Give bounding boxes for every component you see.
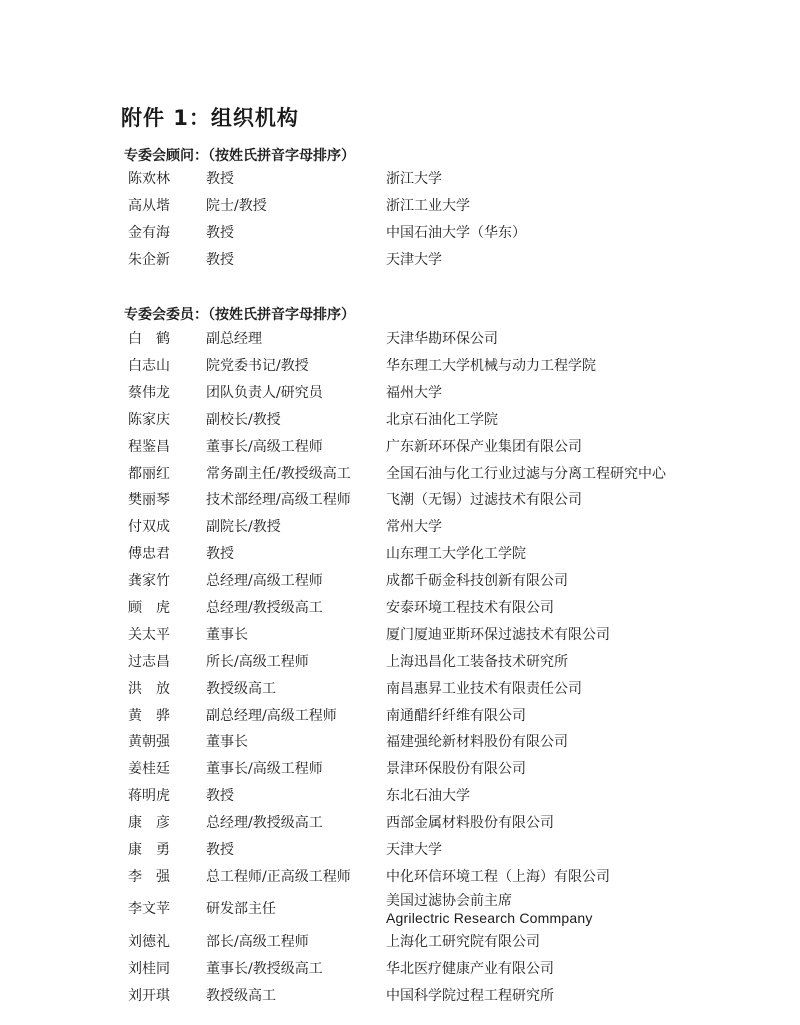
organization: 北京石油化工学院 xyxy=(386,411,498,428)
person-title: 技术部经理/高级工程师 xyxy=(206,492,351,509)
person-name: 康 勇 xyxy=(128,841,170,858)
organization: 全国石油与化工行业过滤与分离工程研究中心 xyxy=(386,465,666,482)
person-name: 樊丽琴 xyxy=(128,492,170,509)
person-title: 副总经理 xyxy=(206,331,262,348)
list-row xyxy=(128,407,728,434)
list-row xyxy=(128,929,728,956)
person-name: 李文苹 xyxy=(128,901,170,918)
person-title: 副院长/教授 xyxy=(206,519,281,536)
person-title: 教授 xyxy=(206,171,234,188)
organization: 东北石油大学 xyxy=(386,788,470,805)
person-name: 刘德礼 xyxy=(128,933,170,950)
list-row xyxy=(128,810,728,837)
person-name: 傅忠君 xyxy=(128,546,170,563)
person-title: 董事长/高级工程师 xyxy=(206,761,323,778)
person-name: 洪 放 xyxy=(128,680,170,697)
person-title: 总经理/教授级高工 xyxy=(206,815,323,832)
person-name: 陈家庆 xyxy=(128,411,170,428)
organization: 飞潮（无锡）过滤技术有限公司 xyxy=(386,492,582,509)
person-name: 黄 骅 xyxy=(128,707,170,724)
list-row xyxy=(128,864,728,891)
organization: 天津大学 xyxy=(386,251,442,268)
organization: 常州大学 xyxy=(386,519,442,536)
person-name: 付双成 xyxy=(128,519,170,536)
organization: 景津环保股份有限公司 xyxy=(386,761,526,778)
person-name: 程鉴昌 xyxy=(128,438,170,455)
list-row xyxy=(128,326,728,353)
organization: 浙江工业大学 xyxy=(386,197,470,214)
person-title: 副总经理/高级工程师 xyxy=(206,707,337,724)
list-row xyxy=(128,247,728,274)
person-title: 总经理/教授级高工 xyxy=(206,599,323,616)
person-title: 院士/教授 xyxy=(206,197,267,214)
list-row xyxy=(128,837,728,864)
person-title: 副校长/教授 xyxy=(206,411,281,428)
organization: 厦门厦迪亚斯环保过滤技术有限公司 xyxy=(386,626,610,643)
organization: 安泰环境工程技术有限公司 xyxy=(386,599,554,616)
list-row xyxy=(128,982,728,1009)
person-title: 常务副主任/教授级高工 xyxy=(206,465,351,482)
organization: 中国科学院过程工程研究所 xyxy=(386,987,554,1004)
person-name: 关太平 xyxy=(128,626,170,643)
list-row xyxy=(128,783,728,810)
list-row xyxy=(128,891,728,929)
list-row xyxy=(128,166,728,193)
person-name: 李 强 xyxy=(128,868,170,885)
organization: 南昌惠昇工业技术有限责任公司 xyxy=(386,680,582,697)
person-title: 董事长/高级工程师 xyxy=(206,438,323,455)
organization: 华北医疗健康产业有限公司 xyxy=(386,960,554,977)
person-title: 教授级高工 xyxy=(206,987,276,1004)
members-heading: 专委会委员：（按姓氏拼音字母排序） xyxy=(124,307,355,323)
person-title: 教授 xyxy=(206,841,234,858)
person-title: 董事长 xyxy=(206,734,248,751)
list-row xyxy=(128,595,728,622)
list-row xyxy=(128,434,728,461)
person-title: 研发部主任 xyxy=(206,901,276,918)
list-row xyxy=(128,487,728,514)
organization: 华东理工大学机械与动力工程学院 xyxy=(386,357,596,374)
person-title: 教授 xyxy=(206,788,234,805)
organization xyxy=(386,893,728,927)
list-row xyxy=(128,514,728,541)
list-row xyxy=(128,702,728,729)
advisors-list xyxy=(128,166,728,274)
person-title: 院党委书记/教授 xyxy=(206,357,309,374)
organization: 上海迅昌化工装备技术研究所 xyxy=(386,653,568,670)
person-name: 顾 虎 xyxy=(128,599,170,616)
list-row xyxy=(128,649,728,676)
person-title: 教授 xyxy=(206,546,234,563)
organization: 上海化工研究院有限公司 xyxy=(386,933,540,950)
list-row xyxy=(128,729,728,756)
person-title: 董事长/教授级高工 xyxy=(206,960,323,977)
list-row xyxy=(128,568,728,595)
list-row xyxy=(128,193,728,220)
person-name: 龚家竹 xyxy=(128,573,170,590)
person-title: 所长/高级工程师 xyxy=(206,653,309,670)
organization-english-name: Agrilectric Research Commpany xyxy=(386,909,593,926)
person-title: 部长/高级工程师 xyxy=(206,933,309,950)
person-name: 朱企新 xyxy=(128,251,170,268)
person-name: 黄朝强 xyxy=(128,734,170,751)
person-name: 过志昌 xyxy=(128,653,170,670)
person-title: 总经理/高级工程师 xyxy=(206,573,323,590)
list-row xyxy=(128,956,728,983)
list-row xyxy=(128,353,728,380)
person-name: 金有海 xyxy=(128,224,170,241)
organization: 南通醋纤纤维有限公司 xyxy=(386,707,526,724)
members-list xyxy=(128,326,728,1009)
list-row xyxy=(128,541,728,568)
person-name: 都丽红 xyxy=(128,465,170,482)
list-row xyxy=(128,460,728,487)
person-name: 蔡伟龙 xyxy=(128,384,170,401)
list-row xyxy=(128,380,728,407)
person-name: 康 彦 xyxy=(128,815,170,832)
organization: 中化环信环境工程（上海）有限公司 xyxy=(386,868,610,885)
organization: 浙江大学 xyxy=(386,171,442,188)
organization: 天津华勘环保公司 xyxy=(386,331,498,348)
person-name: 姜桂廷 xyxy=(128,761,170,778)
organization: 福建强纶新材料股份有限公司 xyxy=(386,734,568,751)
person-title: 团队负责人/研究员 xyxy=(206,384,323,401)
page-title: 附件 1：组织机构 xyxy=(121,106,299,130)
person-name: 陈欢林 xyxy=(128,171,170,188)
organization: 中国石油大学（华东） xyxy=(386,224,526,241)
list-row xyxy=(128,220,728,247)
organization: 山东理工大学化工学院 xyxy=(386,546,526,563)
person-name: 高从堦 xyxy=(128,197,170,214)
organization: 天津大学 xyxy=(386,841,442,858)
person-name: 刘开琪 xyxy=(128,987,170,1004)
organization: 西部金属材料股份有限公司 xyxy=(386,815,554,832)
person-title: 总工程师/正高级工程师 xyxy=(206,868,351,885)
person-title: 教授 xyxy=(206,224,234,241)
person-title: 董事长 xyxy=(206,626,248,643)
organization: 成都千砺金科技创新有限公司 xyxy=(386,573,568,590)
organization: 福州大学 xyxy=(386,384,442,401)
person-name: 白志山 xyxy=(128,357,170,374)
advisors-heading: 专委会顾问：（按姓氏拼音字母排序） xyxy=(124,148,355,164)
person-name: 刘桂同 xyxy=(128,960,170,977)
list-row xyxy=(128,622,728,649)
list-row xyxy=(128,676,728,703)
person-title: 教授级高工 xyxy=(206,680,276,697)
list-row xyxy=(128,756,728,783)
person-name: 白 鹤 xyxy=(128,331,170,348)
person-title: 教授 xyxy=(206,251,234,268)
organization: 广东新环环保产业集团有限公司 xyxy=(386,438,582,455)
person-name: 蒋明虎 xyxy=(128,788,170,805)
organization-line: 美国过滤协会前主席 xyxy=(386,892,512,909)
